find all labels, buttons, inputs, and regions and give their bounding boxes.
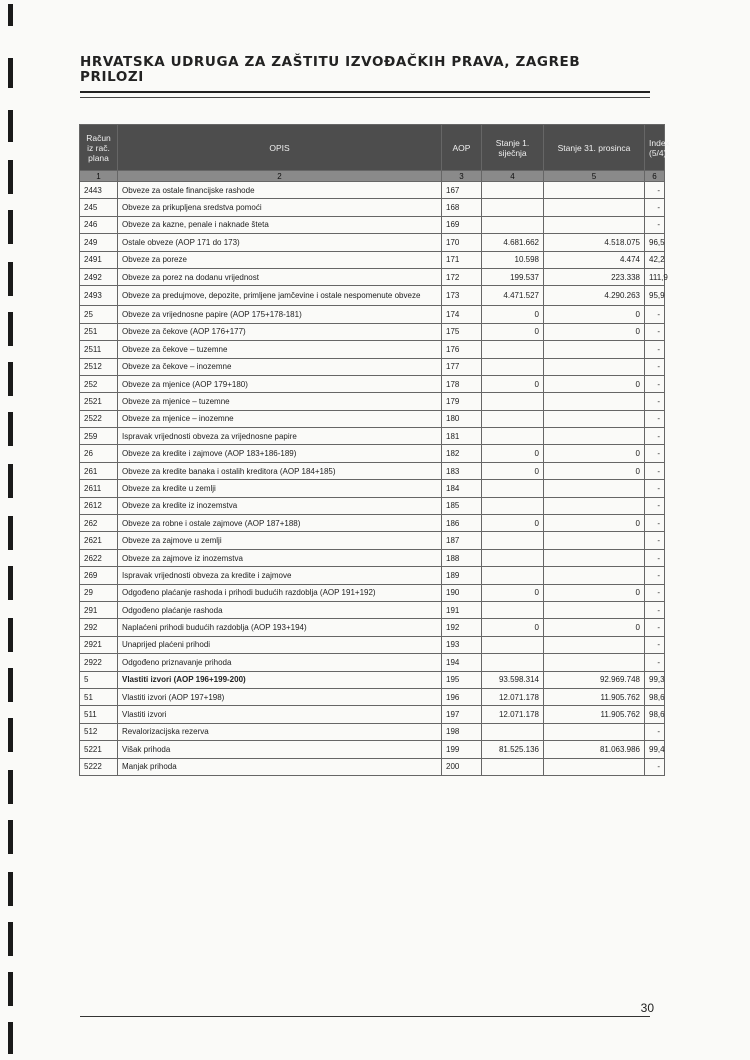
account-code-cell: 2492 — [80, 268, 118, 285]
description-cell: Obveze za kredite u zemlji — [118, 480, 442, 497]
binder-mark — [8, 210, 13, 244]
table-row — [80, 741, 665, 758]
balance-start-cell — [482, 199, 544, 216]
table-row — [80, 323, 665, 340]
balance-start-cell: 0 — [482, 584, 544, 601]
account-code-cell: 291 — [80, 601, 118, 618]
description-cell: Vlastiti izvori (AOP 197+198) — [118, 688, 442, 705]
table-row — [80, 706, 665, 723]
aop-cell: 182 — [442, 445, 482, 462]
description-cell: Višak prihoda — [118, 741, 442, 758]
aop-cell: 188 — [442, 549, 482, 566]
table-row — [80, 199, 665, 216]
document-header — [80, 55, 650, 85]
balance-end-cell — [544, 341, 645, 358]
balance-end-cell: 0 — [544, 445, 645, 462]
col-number: 5 — [544, 171, 645, 182]
balance-end-cell: 92.969.748 — [544, 671, 645, 688]
description-cell: Obveze za kredite banaka i ostalih kreditora (AOP 184+185) — [118, 462, 442, 479]
aop-cell: 174 — [442, 306, 482, 323]
description-cell: Odgođeno priznavanje prihoda — [118, 654, 442, 671]
index-cell: - — [645, 584, 665, 601]
account-code-cell: 5221 — [80, 741, 118, 758]
aop-cell: 189 — [442, 567, 482, 584]
table-row — [80, 567, 665, 584]
index-cell: - — [645, 758, 665, 775]
binder-mark — [8, 4, 13, 26]
account-code-cell: 2621 — [80, 532, 118, 549]
description-cell: Obveze za kredite iz inozemstva — [118, 497, 442, 514]
aop-cell: 186 — [442, 515, 482, 532]
table-row — [80, 549, 665, 566]
index-cell: - — [645, 199, 665, 216]
table-row — [80, 480, 665, 497]
table-row — [80, 410, 665, 427]
aop-cell: 179 — [442, 393, 482, 410]
balance-start-cell — [482, 410, 544, 427]
account-code-cell: 511 — [80, 706, 118, 723]
balance-start-cell: 199.537 — [482, 268, 544, 285]
account-code-cell: 269 — [80, 567, 118, 584]
balance-end-cell: 4.290.263 — [544, 286, 645, 306]
binder-mark — [8, 618, 13, 652]
binder-mark — [8, 516, 13, 550]
description-cell: Obveze za zajmove iz inozemstva — [118, 549, 442, 566]
balance-end-cell — [544, 636, 645, 653]
balance-start-cell — [482, 358, 544, 375]
col-number: 2 — [118, 171, 442, 182]
account-code-cell: 252 — [80, 375, 118, 392]
balance-start-cell — [482, 654, 544, 671]
description-cell: Obveze za mjenice (AOP 179+180) — [118, 375, 442, 392]
balance-end-cell — [544, 182, 645, 199]
index-cell: - — [645, 723, 665, 740]
table-body — [80, 182, 668, 776]
balance-start-cell — [482, 567, 544, 584]
col-number: 4 — [482, 171, 544, 182]
index-cell: - — [645, 428, 665, 445]
balance-end-cell: 81.063.986 — [544, 741, 645, 758]
col-header-balance-end: Stanje 31. prosinca — [544, 125, 645, 171]
document-subtitle: PRILOZI — [80, 69, 144, 85]
binder-mark — [8, 412, 13, 446]
account-code-cell: 246 — [80, 216, 118, 233]
index-cell: - — [645, 375, 665, 392]
description-cell: Obveze za mjenice – tuzemne — [118, 393, 442, 410]
index-cell: - — [645, 619, 665, 636]
table-row — [80, 286, 665, 306]
account-code-cell: 512 — [80, 723, 118, 740]
account-code-cell: 245 — [80, 199, 118, 216]
column-number-row — [80, 171, 665, 182]
aop-cell: 178 — [442, 375, 482, 392]
binder-mark — [8, 464, 13, 498]
header-rule-thin — [80, 97, 650, 98]
balance-start-cell: 0 — [482, 515, 544, 532]
description-cell: Unaprijed plaćeni prihodi — [118, 636, 442, 653]
balance-end-cell: 223.338 — [544, 268, 645, 285]
aop-cell: 168 — [442, 199, 482, 216]
balance-start-cell: 4.471.527 — [482, 286, 544, 306]
balance-start-cell — [482, 601, 544, 618]
balance-start-cell — [482, 636, 544, 653]
description-cell: Obveze za kazne, penale i naknade šteta — [118, 216, 442, 233]
binder-mark — [8, 668, 13, 702]
balance-start-cell: 0 — [482, 323, 544, 340]
balance-start-cell: 0 — [482, 445, 544, 462]
balance-end-cell: 0 — [544, 462, 645, 479]
binder-mark — [8, 718, 13, 752]
col-header-account: Račun iz rač. plana — [80, 125, 118, 171]
table-row — [80, 306, 665, 323]
index-cell: - — [645, 549, 665, 566]
table-row — [80, 671, 665, 688]
description-cell: Obveze za ostale financijske rashode — [118, 182, 442, 199]
table-row — [80, 515, 665, 532]
balance-end-cell — [544, 654, 645, 671]
aop-cell: 185 — [442, 497, 482, 514]
description-cell: Odgođeno plaćanje rashoda — [118, 601, 442, 618]
col-number: 1 — [80, 171, 118, 182]
table-row — [80, 462, 665, 479]
table-row — [80, 497, 665, 514]
balance-end-cell — [544, 428, 645, 445]
binder-mark — [8, 872, 13, 906]
account-code-cell: 29 — [80, 584, 118, 601]
index-cell: - — [645, 515, 665, 532]
balance-end-cell: 0 — [544, 619, 645, 636]
table-row — [80, 654, 665, 671]
binder-mark — [8, 262, 13, 296]
account-code-cell: 292 — [80, 619, 118, 636]
description-cell: Ispravak vrijednosti obveza za kredite i zajmove — [118, 567, 442, 584]
col-header-balance-start: Stanje 1. siječnja — [482, 125, 544, 171]
index-cell: 42,2 — [645, 251, 665, 268]
balance-start-cell: 10.598 — [482, 251, 544, 268]
account-code-cell: 2491 — [80, 251, 118, 268]
index-cell: 95,9 — [645, 286, 665, 306]
binder-mark — [8, 820, 13, 854]
col-number: 6 — [645, 171, 665, 182]
binder-mark — [8, 312, 13, 346]
balance-end-cell — [544, 723, 645, 740]
balance-start-cell — [482, 549, 544, 566]
aop-cell: 184 — [442, 480, 482, 497]
account-code-cell: 261 — [80, 462, 118, 479]
description-cell: Obveze za mjenice – inozemne — [118, 410, 442, 427]
index-cell: 98,6 — [645, 706, 665, 723]
aop-cell: 169 — [442, 216, 482, 233]
balance-end-cell — [544, 358, 645, 375]
index-cell: - — [645, 410, 665, 427]
balance-start-cell — [482, 393, 544, 410]
description-cell: Obveze za prikupljena sredstva pomoći — [118, 199, 442, 216]
description-cell: Obveze za kredite i zajmove (AOP 183+186-189) — [118, 445, 442, 462]
table-header-row — [80, 125, 665, 171]
aop-cell: 198 — [442, 723, 482, 740]
balance-end-cell — [544, 480, 645, 497]
index-cell: - — [645, 601, 665, 618]
header-rule — [80, 91, 650, 93]
balance-end-cell — [544, 410, 645, 427]
account-code-cell: 51 — [80, 688, 118, 705]
aop-cell: 173 — [442, 286, 482, 306]
aop-cell: 177 — [442, 358, 482, 375]
balance-end-cell — [544, 601, 645, 618]
description-cell: Vlastiti izvori — [118, 706, 442, 723]
balance-start-cell: 0 — [482, 306, 544, 323]
balance-start-cell: 4.681.662 — [482, 234, 544, 251]
balance-end-cell: 4.474 — [544, 251, 645, 268]
account-code-cell: 25 — [80, 306, 118, 323]
description-cell: Revalorizacijska rezerva — [118, 723, 442, 740]
table-row — [80, 268, 665, 285]
aop-cell: 171 — [442, 251, 482, 268]
binder-mark — [8, 362, 13, 396]
balance-end-cell: 0 — [544, 584, 645, 601]
binder-mark — [8, 110, 13, 142]
index-cell: 99,4 — [645, 741, 665, 758]
table-row — [80, 584, 665, 601]
index-cell: - — [645, 567, 665, 584]
account-code-cell: 251 — [80, 323, 118, 340]
balance-end-cell — [544, 549, 645, 566]
binder-mark — [8, 770, 13, 804]
description-cell: Obveze za poreze — [118, 251, 442, 268]
table-row — [80, 375, 665, 392]
aop-cell: 192 — [442, 619, 482, 636]
account-code-cell: 262 — [80, 515, 118, 532]
balance-end-cell: 11.905.762 — [544, 688, 645, 705]
description-cell: Obveze za robne i ostale zajmove (AOP 187+188) — [118, 515, 442, 532]
description-cell: Ostale obveze (AOP 171 do 173) — [118, 234, 442, 251]
table-row — [80, 216, 665, 233]
index-cell: 98,6 — [645, 688, 665, 705]
balance-end-cell — [544, 393, 645, 410]
index-cell: 96,5 — [645, 234, 665, 251]
account-code-cell: 2922 — [80, 654, 118, 671]
index-cell: - — [645, 393, 665, 410]
binder-mark — [8, 58, 13, 88]
balance-end-cell — [544, 758, 645, 775]
description-cell: Obveze za predujmove, depozite, primljene jamčevine i ostale nespomenute obveze — [118, 286, 442, 306]
binder-mark — [8, 972, 13, 1006]
liabilities-table — [79, 124, 670, 776]
col-header-aop: AOP — [442, 125, 482, 171]
page-number: 30 — [640, 1001, 654, 1015]
balance-end-cell: 0 — [544, 515, 645, 532]
binder-mark — [8, 160, 13, 194]
aop-cell: 190 — [442, 584, 482, 601]
balance-start-cell: 0 — [482, 619, 544, 636]
description-cell: Obveze za čekove – inozemne — [118, 358, 442, 375]
description-cell: Ispravak vrijednosti obveza za vrijednosne papire — [118, 428, 442, 445]
balance-start-cell: 12.071.178 — [482, 706, 544, 723]
aop-cell: 172 — [442, 268, 482, 285]
table-row — [80, 688, 665, 705]
balance-start-cell — [482, 480, 544, 497]
aop-cell: 181 — [442, 428, 482, 445]
balance-start-cell — [482, 216, 544, 233]
table-row — [80, 723, 665, 740]
aop-cell: 170 — [442, 234, 482, 251]
table-row — [80, 393, 665, 410]
index-cell: - — [645, 182, 665, 199]
description-cell: Obveze za čekove (AOP 176+177) — [118, 323, 442, 340]
balance-end-cell: 11.905.762 — [544, 706, 645, 723]
aop-cell: 180 — [442, 410, 482, 427]
footer-rule — [80, 1016, 650, 1017]
aop-cell: 183 — [442, 462, 482, 479]
aop-cell: 197 — [442, 706, 482, 723]
balance-start-cell: 81.525.136 — [482, 741, 544, 758]
balance-end-cell — [544, 497, 645, 514]
description-cell: Vlastiti izvori (AOP 196+199-200) — [118, 671, 442, 688]
balance-start-cell: 0 — [482, 462, 544, 479]
table-row — [80, 341, 665, 358]
account-code-cell: 2612 — [80, 497, 118, 514]
balance-end-cell: 0 — [544, 375, 645, 392]
table-row — [80, 758, 665, 775]
balance-end-cell — [544, 532, 645, 549]
index-cell: 99,3 — [645, 671, 665, 688]
description-cell: Manjak prihoda — [118, 758, 442, 775]
balance-end-cell: 0 — [544, 323, 645, 340]
balance-start-cell — [482, 532, 544, 549]
account-code-cell: 249 — [80, 234, 118, 251]
index-cell: - — [645, 306, 665, 323]
account-code-cell: 259 — [80, 428, 118, 445]
table-row — [80, 445, 665, 462]
description-cell: Odgođeno plaćanje rashoda i prihodi budućih razdoblja (AOP 191+192) — [118, 584, 442, 601]
balance-start-cell — [482, 723, 544, 740]
col-header-index: Index (5/4) — [645, 125, 665, 171]
aop-cell: 199 — [442, 741, 482, 758]
balance-end-cell — [544, 567, 645, 584]
description-cell: Obveze za vrijednosne papire (AOP 175+178-181) — [118, 306, 442, 323]
table-row — [80, 358, 665, 375]
balance-start-cell: 12.071.178 — [482, 688, 544, 705]
index-cell: - — [645, 323, 665, 340]
balance-start-cell — [482, 341, 544, 358]
balance-end-cell: 0 — [544, 306, 645, 323]
aop-cell: 196 — [442, 688, 482, 705]
document-title: HRVATSKA UDRUGA ZA ZAŠTITU IZVOĐAČKIH PRAVA, ZAGREB — [80, 54, 581, 70]
description-cell: Obveze za čekove – tuzemne — [118, 341, 442, 358]
table-row — [80, 234, 665, 251]
description-cell: Obveze za zajmove u zemlji — [118, 532, 442, 549]
index-cell: - — [645, 654, 665, 671]
balance-end-cell — [544, 199, 645, 216]
aop-cell: 195 — [442, 671, 482, 688]
aop-cell: 194 — [442, 654, 482, 671]
account-code-cell: 2512 — [80, 358, 118, 375]
account-code-cell: 2493 — [80, 286, 118, 306]
account-code-cell: 2511 — [80, 341, 118, 358]
account-code-cell: 26 — [80, 445, 118, 462]
balance-start-cell: 0 — [482, 375, 544, 392]
table-row — [80, 532, 665, 549]
account-code-cell: 2443 — [80, 182, 118, 199]
binder-mark — [8, 922, 13, 956]
table-row — [80, 428, 665, 445]
aop-cell: 200 — [442, 758, 482, 775]
balance-end-cell — [544, 216, 645, 233]
balance-end-cell: 4.518.075 — [544, 234, 645, 251]
aop-cell: 176 — [442, 341, 482, 358]
index-cell: - — [645, 636, 665, 653]
col-number: 3 — [442, 171, 482, 182]
account-code-cell: 2622 — [80, 549, 118, 566]
description-cell: Naplaćeni prihodi budućih razdoblja (AOP 193+194) — [118, 619, 442, 636]
aop-cell: 193 — [442, 636, 482, 653]
account-code-cell: 2521 — [80, 393, 118, 410]
binder-mark — [8, 566, 13, 600]
account-code-cell: 2522 — [80, 410, 118, 427]
account-code-cell: 2611 — [80, 480, 118, 497]
balance-start-cell — [482, 428, 544, 445]
account-code-cell: 2921 — [80, 636, 118, 653]
balance-start-cell — [482, 758, 544, 775]
balance-start-cell: 93.598.314 — [482, 671, 544, 688]
index-cell: - — [645, 341, 665, 358]
index-cell: - — [645, 497, 665, 514]
account-code-cell: 5 — [80, 671, 118, 688]
account-code-cell: 5222 — [80, 758, 118, 775]
balance-start-cell — [482, 182, 544, 199]
index-cell: - — [645, 480, 665, 497]
aop-cell: 191 — [442, 601, 482, 618]
index-cell: - — [645, 445, 665, 462]
index-cell: - — [645, 532, 665, 549]
table-row — [80, 251, 665, 268]
table-row — [80, 636, 665, 653]
balance-start-cell — [482, 497, 544, 514]
index-cell: - — [645, 216, 665, 233]
col-header-description: OPIS — [118, 125, 442, 171]
index-cell: - — [645, 462, 665, 479]
aop-cell: 187 — [442, 532, 482, 549]
table-row — [80, 601, 665, 618]
binder-mark — [8, 1022, 13, 1054]
aop-cell: 175 — [442, 323, 482, 340]
index-cell: - — [645, 358, 665, 375]
index-cell: 111,9 — [645, 268, 665, 285]
description-cell: Obveze za porez na dodanu vrijednost — [118, 268, 442, 285]
table-row — [80, 182, 665, 199]
aop-cell: 167 — [442, 182, 482, 199]
table-row — [80, 619, 665, 636]
